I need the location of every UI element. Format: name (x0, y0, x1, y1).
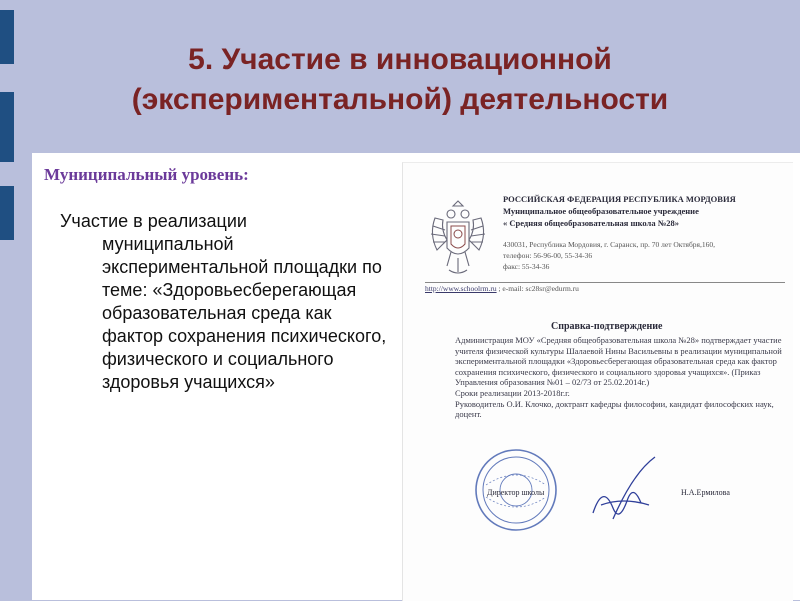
email-label: ; e-mail: (498, 284, 524, 293)
slide-title-line1: 5. Участие в инновационной (188, 43, 612, 76)
bullet-continuation: муниципальной экспериментальной площадки по теме: «Здоровьесберегающая образовательная среда как фактор сохранения психического, физического и социального здоровья учащихся» (102, 234, 387, 392)
bullet-text (60, 210, 395, 394)
org-line1: РОССИЙСКАЯ ФЕДЕРАЦИЯ РЕСПУБЛИКА МОРДОВИЯ (503, 194, 736, 204)
side-accent-bar-3 (0, 186, 14, 240)
address-line3: факс: 55-34-36 (503, 262, 550, 271)
slide-title (0, 40, 800, 120)
contact-line (425, 284, 785, 293)
address-line2: телефон: 56-96-00, 55-34-36 (503, 251, 593, 260)
document-body (455, 335, 795, 420)
document-title: Справка-подтверждение (551, 321, 663, 332)
scanned-document (402, 162, 793, 601)
level-heading: Муниципальный уровень: (44, 165, 249, 184)
signature (583, 453, 673, 533)
org-line2: Муниципальное общеобразовательное учреждение (503, 206, 699, 216)
organization-address (503, 239, 788, 272)
director-label: Директор школы (487, 488, 545, 497)
org-line3: « Средняя общеобразовательная школа №28» (503, 218, 679, 228)
header-divider (425, 282, 785, 283)
email-address: sc28sr@edurm.ru (525, 284, 579, 293)
document-paragraph-3: Руководитель О.И. Клочко, доктрант кафедры философии, кандидат философских наук, доцент. (455, 398, 774, 420)
document-paragraph-2: Сроки реализации 2013-2018г.г. (455, 387, 570, 398)
director-name: Н.А.Ермилова (681, 488, 730, 497)
organization-header (503, 193, 788, 229)
address-line1: 430031, Республика Мордовия, г. Саранск, пр. 70 лет Октября,160, (503, 240, 715, 249)
slide-title-line2: (экспериментальной) деятельности (131, 83, 669, 116)
website-link: http://www.schoolrm.ru (425, 284, 497, 293)
document-paragraph-1: Администрация МОУ «Средняя общеобразовательная школа №28» подтверждает участие учителя физической культуры Шалаевой Нины Васильевны в реализации муниципальной экспериментальной площадки «Здоровьесберегающая образовательная среда как фактор сохранения психического, физического и социального здоровья учащихся». (Приказ Управления образования №01 – 02/73 от 25.02.2014г.) (455, 335, 782, 388)
bullet-first-line: Участие в реализации (60, 211, 247, 231)
coat-of-arms-emblem (425, 200, 491, 280)
